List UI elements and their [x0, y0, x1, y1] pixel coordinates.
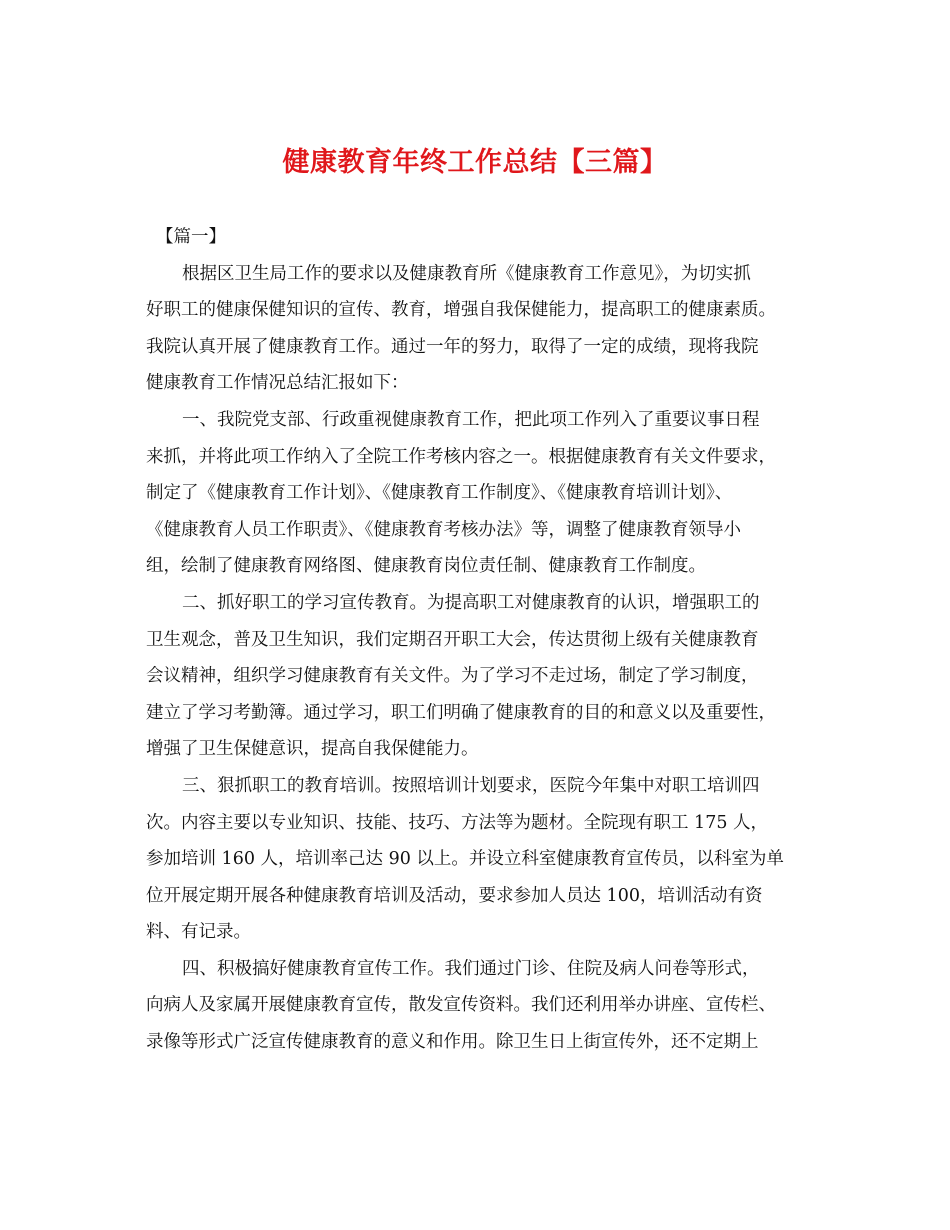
paragraph-5	[146, 951, 810, 1061]
paragraph-line: 录像等形式广泛宣传健康教育的意义和作用。除卫生日上街宣传外，还不定期上	[146, 1032, 759, 1053]
paragraph-line: 好职工的健康保健知识的宣传、教育，增强自我保健能力，提高职工的健康素质。	[146, 300, 776, 321]
paragraph-line: 四、积极搞好健康教育宣传工作。我们通过门诊、住院及病人问卷等形式，	[182, 958, 760, 979]
paragraph-line: 《健康教育人员工作职责》、《健康教育考核办法》等，调整了健康教育领导小	[146, 519, 741, 540]
paragraph-line: 我院认真开展了健康教育工作。通过一年的努力，取得了一定的成绩，现将我院	[146, 336, 759, 357]
document-title: 健康教育年终工作总结【三篇】	[282, 147, 668, 178]
paragraph-line: 来抓，并将此项工作纳入了全院工作考核内容之一。根据健康教育有关文件要求，	[146, 446, 776, 467]
paragraph-line: 建立了学习考勤簿。通过学习，职工们明确了健康教育的目的和意义以及重要性，	[146, 702, 776, 723]
paragraph-line: 组，绘制了健康教育网络图、健康教育岗位责任制、健康教育工作制度。	[146, 556, 706, 577]
paragraph-line: 次。内容主要以专业知识、技能、技巧、方法等为题材。全院现有职工 175 人，	[146, 812, 769, 833]
paragraph-line: 料、有记录。	[146, 922, 251, 943]
paragraph-line: 向病人及家属开展健康教育宣传，散发宣传资料。我们还利用举办讲座、宣传栏、	[146, 995, 776, 1016]
paragraph-line: 二、抓好职工的学习宣传教育。为提高职工对健康教育的认识，增强职工的	[182, 592, 760, 613]
paragraph-line: 增强了卫生保健意识，提高自我保健能力。	[146, 739, 479, 760]
paragraph-1	[146, 256, 810, 402]
paragraph-4	[146, 768, 810, 951]
paragraph-line: 三、狠抓职工的教育培训。按照培训计划要求，医院今年集中对职工培训四	[182, 775, 760, 796]
paragraph-line: 会议精神，组织学习健康教育有关文件。为了学习不走过场，制定了学习制度，	[146, 666, 759, 687]
paragraph-line: 一、我院党支部、行政重视健康教育工作，把此项工作列入了重要议事日程	[182, 409, 760, 430]
paragraph-line: 根据区卫生局工作的要求以及健康教育所《健康教育工作意见》，为切实抓	[182, 263, 751, 284]
paragraph-line: 位开展定期开展各种健康教育培训及活动，要求参加人员达 100，培训活动有资	[146, 885, 763, 906]
paragraph-line: 参加培训 160 人，培训率己达 90 以上。并设立科室健康教育宣传员，以科室为单	[146, 849, 784, 870]
paragraph-line: 卫生观念，普及卫生知识，我们定期召开职工大会，传达贯彻上级有关健康教育	[146, 629, 759, 650]
document-body	[146, 219, 810, 1061]
paragraph-line: 健康教育工作情况总结汇报如下：	[146, 373, 409, 394]
paragraph-3	[146, 585, 810, 768]
paragraph-2	[146, 402, 810, 585]
paragraph-line: 制定了《健康教育工作计划》、《健康教育工作制度》、《健康教育培训计划》、	[146, 483, 733, 504]
section-label: 【篇一】	[156, 227, 226, 247]
